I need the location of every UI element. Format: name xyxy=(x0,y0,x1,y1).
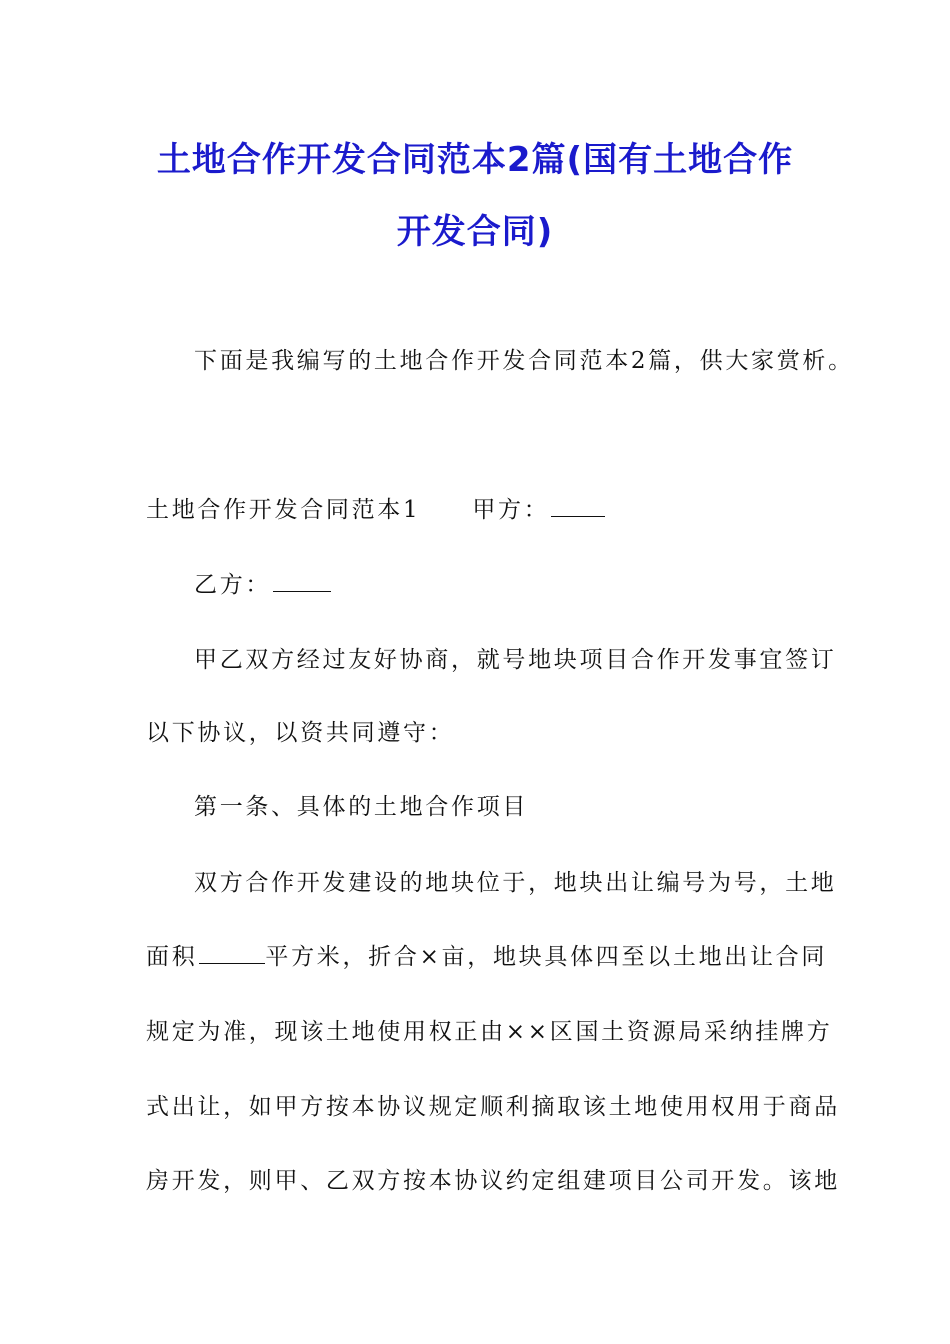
document-title-line-1: 土地合作开发合同范本2篇(国有土地合作 xyxy=(156,140,794,180)
preamble-line-2: 以下协议，以资共同遵守： xyxy=(146,720,455,746)
party-b-blank xyxy=(273,573,331,592)
area-blank xyxy=(199,945,265,964)
body-line-5: 房开发，则甲、乙双方按本协议约定组建项目公司开发。该地 xyxy=(146,1168,840,1194)
body-line-2 xyxy=(146,942,827,972)
body-line-1: 双方合作开发建设的地块位于，地块出让编号为号，土地 xyxy=(194,870,837,896)
sample-heading: 土地合作开发合同范本1 xyxy=(146,497,421,523)
sample-heading-row xyxy=(146,495,605,525)
party-a-label: 甲方： xyxy=(472,497,550,523)
body-line-4: 式出让，如甲方按本协议规定顺利摘取该土地使用权用于商品 xyxy=(146,1094,840,1120)
article-1-heading: 第一条、具体的土地合作项目 xyxy=(194,794,529,820)
preamble-line-1: 甲乙双方经过友好协商，就号地块项目合作开发事宜签订 xyxy=(194,647,837,673)
party-b-row xyxy=(194,570,331,600)
body-line-3: 规定为准，现该土地使用权正由××区国土资源局采纳挂牌方 xyxy=(146,1019,833,1045)
intro-paragraph: 下面是我编写的土地合作开发合同范本2篇，供大家赏析。 xyxy=(194,348,854,374)
area-label: 面积 xyxy=(146,944,198,970)
body-line-2-rest: 平方米，折合×亩，地块具体四至以土地出让合同 xyxy=(265,944,828,970)
party-b-label: 乙方： xyxy=(194,572,272,598)
party-a-blank xyxy=(551,498,605,517)
document-title-line-2: 开发合同) xyxy=(396,212,554,252)
